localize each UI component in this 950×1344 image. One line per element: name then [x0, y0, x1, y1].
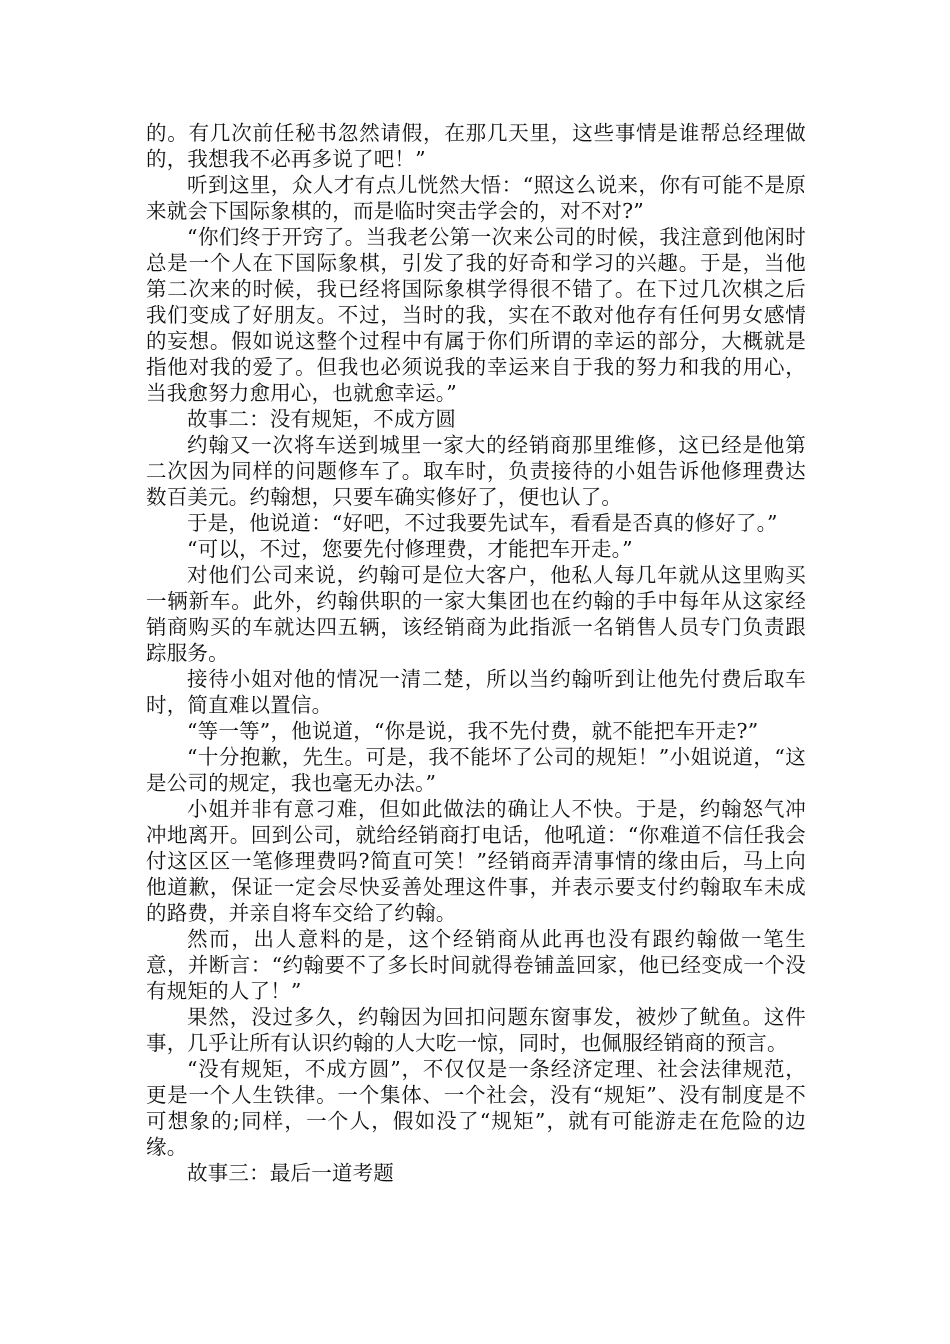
paragraph: “可以，不过，您要先付修理费，才能把车开走。”	[187, 537, 633, 561]
paragraph: 接待小姐对他的情况一清二楚，所以当约翰听到让他先付费后取车时，简直难以置信。	[146, 667, 806, 717]
paragraph: 的。有几次前任秘书忽然请假，在那几天里，这些事情是谁帮总经理做的，我想我不必再多说了吧！”	[146, 121, 806, 171]
section-heading: 故事二：没有规矩，不成方圆	[187, 407, 457, 431]
section-heading: 故事三：最后一道考题	[187, 1161, 394, 1185]
paragraph: “十分抱歉，先生。可是，我不能坏了公司的规矩！”小姐说道，“这是公司的规定，我也毫无办法。”	[146, 745, 806, 795]
paragraph: “你们终于开窍了。当我老公第一次来公司的时候，我注意到他闲时总是一个人在下国际象棋，引发了我的好奇和学习的兴趣。于是，当他第二次来的时候，我已经将国际象棋学得很不错了。在下过几次棋之后我们变成了好朋友。不过，当时的我，实在不敢对他存有任何男女感情的妄想。假如说这整个过程中有属于你们所谓的幸运的部分，大概就是指他对我的爱了。但我也必须说我的幸运来自于我的努力和我的用心，当我愈努力愈用心，也就愈幸运。”	[146, 225, 806, 405]
paragraph: 听到这里，众人才有点儿恍然大悟：“照这么说来，你有可能不是原来就会下国际象棋的，而是临时突击学会的，对不对?”	[146, 173, 806, 223]
paragraph: 于是，他说道：“好吧，不过我要先试车，看看是否真的修好了。”	[187, 511, 778, 535]
paragraph: 约翰又一次将车送到城里一家大的经销商那里维修，这已经是他第二次因为同样的问题修车了。取车时，负责接待的小姐告诉他修理费达数百美元。约翰想，只要车确实修好了，便也认了。	[146, 433, 806, 509]
paragraph: 小姐并非有意刁难，但如此做法的确让人不快。于是，约翰怒气冲冲地离开。回到公司，就给经销商打电话，他吼道：“你难道不信任我会付这区区一笔修理费吗?简直可笑！”经销商弄清事情的缘由后，马上向他道歉，保证一定会尽快妥善处理这件事，并表示要支付约翰取车未成的路费，并亲自将车交给了约翰。	[146, 797, 806, 925]
paragraph: 然而，出人意料的是，这个经销商从此再也没有跟约翰做一笔生意，并断言：“约翰要不了多长时间就得卷铺盖回家，他已经变成一个没有规矩的人了！”	[146, 927, 806, 1003]
paragraph: “没有规矩，不成方圆”，不仅仅是一条经济定理、社会法律规范，更是一个人生铁律。一个集体、一个社会，没有“规矩”、没有制度是不可想象的;同样，一个人，假如没了“规矩”，就有可能游走在危险的边缘。	[146, 1057, 806, 1159]
document-body	[146, 120, 806, 1186]
paragraph: 对他们公司来说，约翰可是位大客户，他私人每几年就从这里购买一辆新车。此外，约翰供职的一家大集团也在约翰的手中每年从这家经销商购买的车就达四五辆，该经销商为此指派一名销售人员专门负责跟踪服务。	[146, 563, 806, 665]
paragraph: “等一等”，他说道，“你是说，我不先付费，就不能把车开走?”	[187, 719, 759, 743]
paragraph: 果然，没过多久，约翰因为回扣问题东窗事发，被炒了鱿鱼。这件事，几乎让所有认识约翰的人大吃一惊，同时，也佩服经销商的预言。	[146, 1005, 806, 1055]
